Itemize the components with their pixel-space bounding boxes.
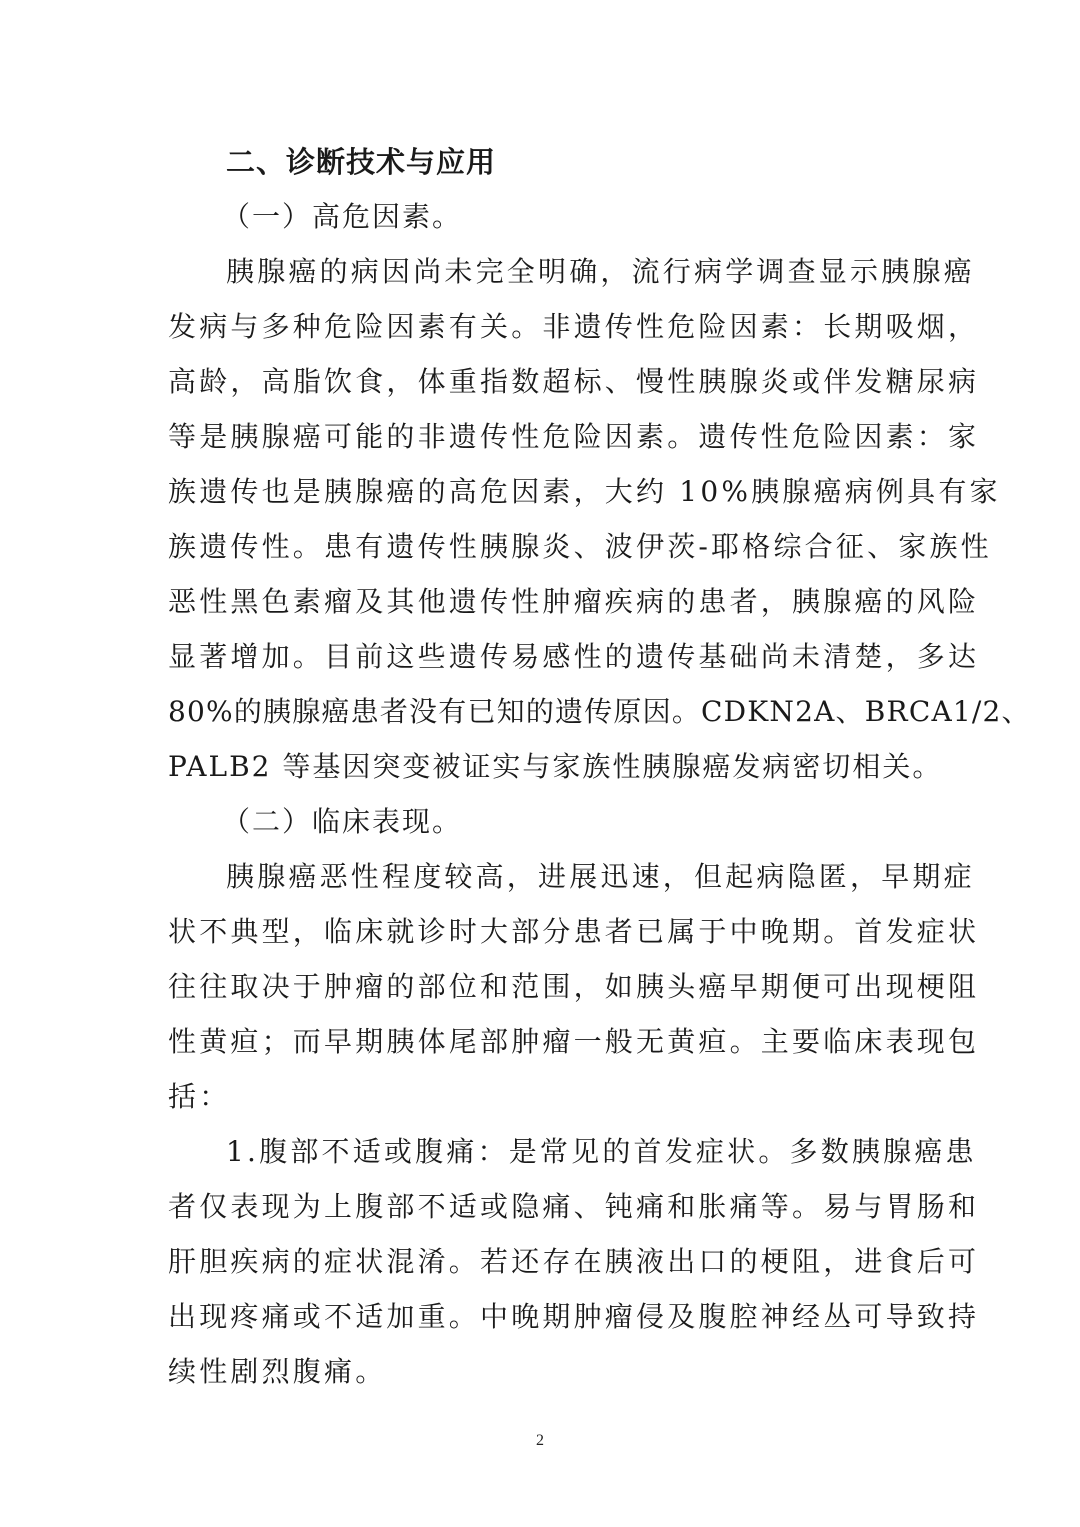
paragraph-line: PALB2 等基因突变被证实与家族性胰腺癌发病密切相关。 xyxy=(168,750,943,783)
paragraph-line: 胰腺癌的病因尚未完全明确，流行病学调查显示胰腺癌 xyxy=(226,255,975,288)
paragraph-line: 高龄，高脂饮食，体重指数超标、慢性胰腺炎或伴发糖尿病 xyxy=(168,365,980,398)
section-title: 二、诊断技术与应用 xyxy=(226,145,497,179)
paragraph-line: 往往取决于肿瘤的部位和范围，如胰头癌早期便可出现梗阻 xyxy=(168,970,980,1003)
paragraph-line: 者仅表现为上腹部不适或隐痛、钝痛和胀痛等。易与胃肠和 xyxy=(168,1190,980,1223)
paragraph-line: 状不典型，临床就诊时大部分患者已属于中晚期。首发症状 xyxy=(168,915,980,948)
paragraph-line: 80%的胰腺癌患者没有已知的遗传原因。CDKN2A、BRCA1/2、 xyxy=(168,695,1031,728)
paragraph-line: 显著增加。目前这些遗传易感性的遗传基础尚未清楚，多达 xyxy=(168,640,980,673)
paragraph-line: 出现疼痛或不适加重。中晚期肿瘤侵及腹腔神经丛可导致持 xyxy=(168,1300,980,1333)
page-number: 2 xyxy=(536,1432,544,1449)
paragraph-line: 恶性黑色素瘤及其他遗传性肿瘤疾病的患者，胰腺癌的风险 xyxy=(168,585,980,618)
subsection-1-title: （一）高危因素。 xyxy=(222,200,463,233)
paragraph-line: 续性剧烈腹痛。 xyxy=(168,1355,387,1388)
paragraph-line: 1.腹部不适或腹痛：是常见的首发症状。多数胰腺癌患 xyxy=(226,1135,977,1168)
paragraph-line: 肝胆疾病的症状混淆。若还存在胰液出口的梗阻，进食后可 xyxy=(168,1245,980,1278)
subsection-2-title: （二）临床表现。 xyxy=(222,805,463,838)
paragraph-line: 等是胰腺癌可能的非遗传性危险因素。遗传性危险因素：家 xyxy=(168,420,980,453)
paragraph-line: 族遗传也是胰腺癌的高危因素，大约 10%胰腺癌病例具有家 xyxy=(168,475,1001,508)
paragraph-line: 性黄疸；而早期胰体尾部肿瘤一般无黄疸。主要临床表现包 xyxy=(168,1025,980,1058)
paragraph-line: 括： xyxy=(168,1080,231,1113)
paragraph-line: 胰腺癌恶性程度较高，进展迅速，但起病隐匿，早期症 xyxy=(226,860,975,893)
paragraph-line: 发病与多种危险因素有关。非遗传性危险因素：长期吸烟， xyxy=(168,310,980,343)
paragraph-line: 族遗传性。患有遗传性胰腺炎、波伊茨-耶格综合征、家族性 xyxy=(168,530,992,563)
